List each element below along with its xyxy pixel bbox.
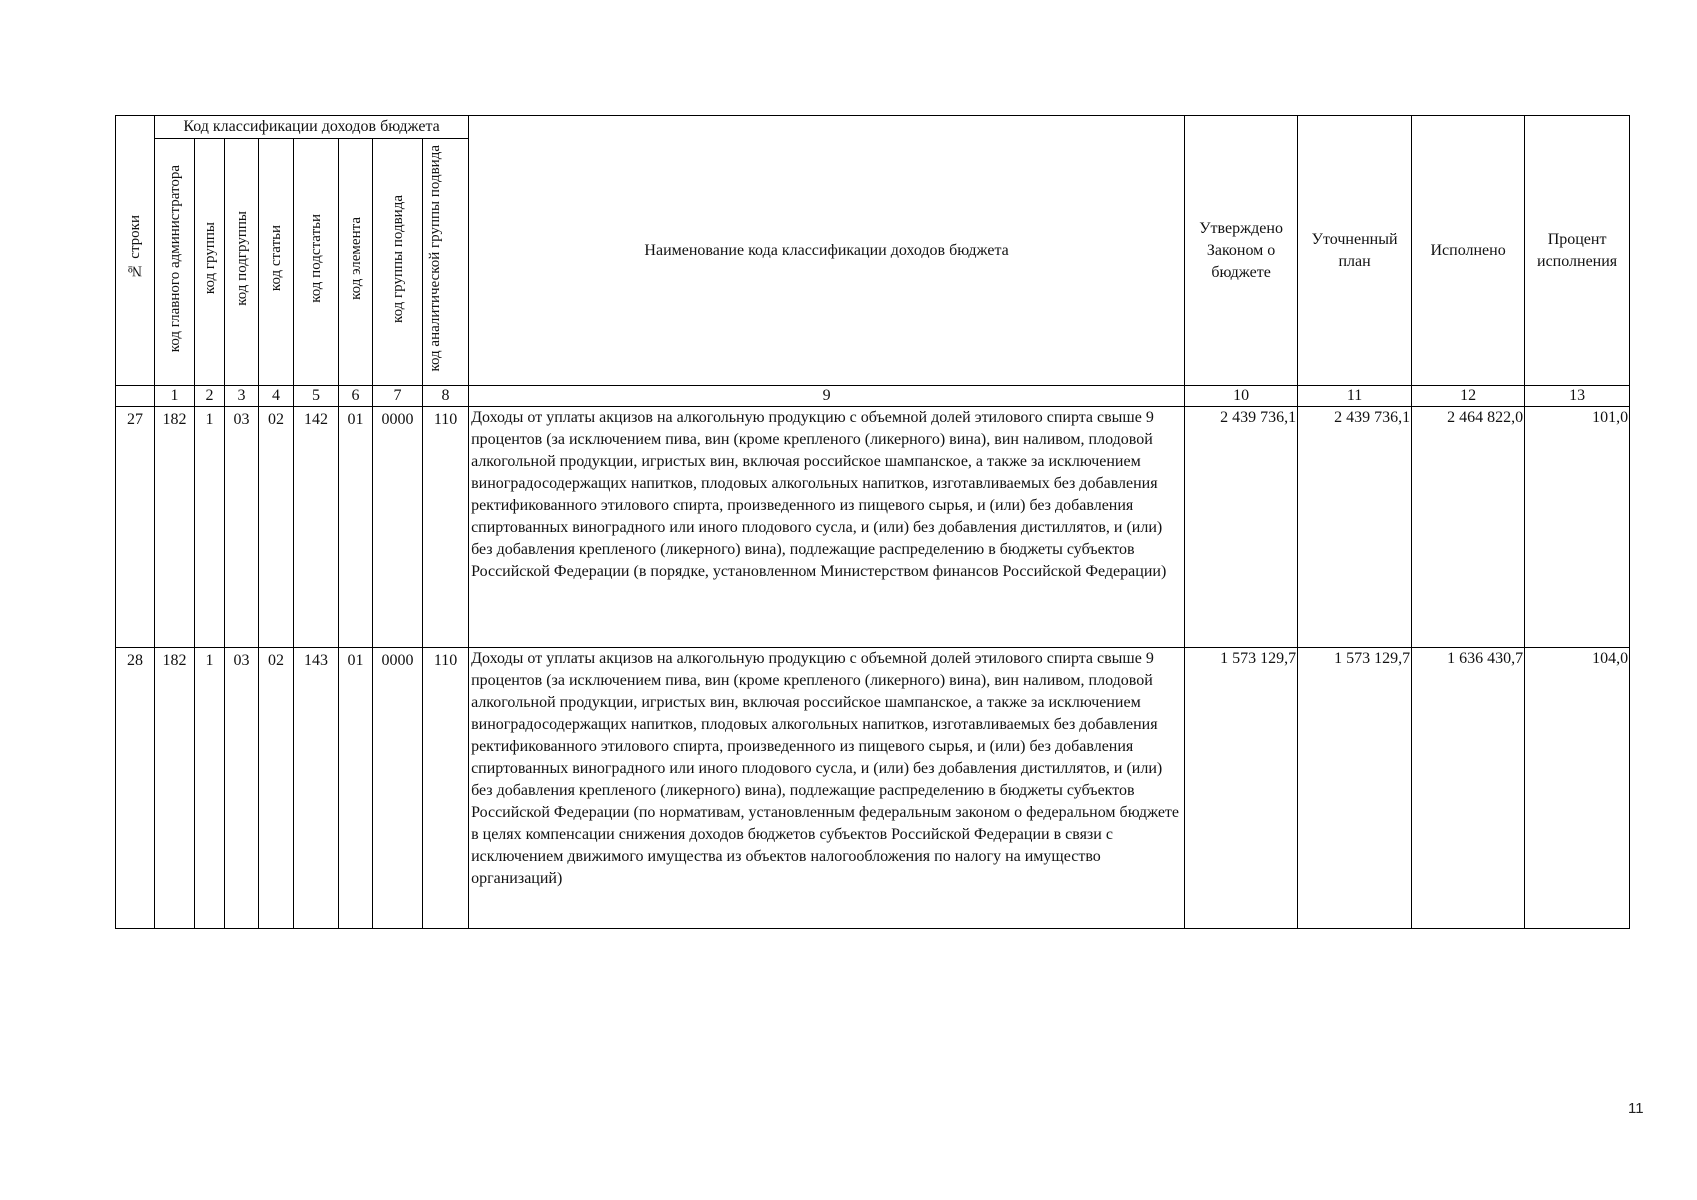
column-number xyxy=(116,386,155,407)
header-code-subarticle: код подстатьи xyxy=(294,139,339,386)
header-code-subtype-group: код группы подвида xyxy=(373,139,423,386)
page-number: 11 xyxy=(1628,1100,1644,1117)
executed-value: 1 636 430,7 xyxy=(1412,648,1525,929)
refined-plan-value: 2 439 736,1 xyxy=(1298,407,1412,648)
table-row xyxy=(116,648,1630,929)
header-name: Наименование кода классификации доходов бюджета xyxy=(469,116,1185,386)
code-admin: 182 xyxy=(155,648,195,929)
code-analytic-group: 110 xyxy=(423,407,469,648)
refined-plan-value: 1 573 129,7 xyxy=(1298,648,1412,929)
header-code-analytic-group: код аналитической группы подвида xyxy=(423,139,469,386)
header-code-element: код элемента xyxy=(339,139,373,386)
column-number: 6 xyxy=(339,386,373,407)
code-subgroup: 03 xyxy=(225,407,259,648)
column-number: 3 xyxy=(225,386,259,407)
code-article: 02 xyxy=(259,648,294,929)
header-refined-plan: Уточненный план xyxy=(1298,116,1412,386)
header-code-group: код группы xyxy=(195,139,225,386)
code-subarticle: 142 xyxy=(294,407,339,648)
column-number: 10 xyxy=(1185,386,1298,407)
header-code-subgroup: код подгруппы xyxy=(225,139,259,386)
code-subgroup: 03 xyxy=(225,648,259,929)
approved-value: 2 439 736,1 xyxy=(1185,407,1298,648)
header-executed: Исполнено xyxy=(1412,116,1525,386)
header-code-admin: код главного администратора xyxy=(155,139,195,386)
percent-value: 104,0 xyxy=(1525,648,1630,929)
column-number: 13 xyxy=(1525,386,1630,407)
header-code-article: код статьи xyxy=(259,139,294,386)
code-subarticle: 143 xyxy=(294,648,339,929)
column-number: 9 xyxy=(469,386,1185,407)
column-number: 8 xyxy=(423,386,469,407)
code-analytic-group: 110 xyxy=(423,648,469,929)
budget-revenue-table xyxy=(115,115,1630,929)
column-number: 4 xyxy=(259,386,294,407)
header-row-number-label: № строки xyxy=(127,215,143,279)
column-number: 5 xyxy=(294,386,339,407)
column-number: 1 xyxy=(155,386,195,407)
row-number: 27 xyxy=(116,407,155,648)
code-article: 02 xyxy=(259,407,294,648)
percent-value: 101,0 xyxy=(1525,407,1630,648)
column-numbers-row xyxy=(116,386,1630,407)
code-group: 1 xyxy=(195,648,225,929)
column-number: 11 xyxy=(1298,386,1412,407)
revenue-name: Доходы от уплаты акцизов на алкогольную продукцию с объемной долей этилового спирта свыше 9 процентов (за исключением пива, вин (кроме крепленого (ликерного) вина), вин наливом, плодовой алкогольной продукции, игристых вин, включая российское шампанское, а также за исключением виноградосодержащих напитков, плодовых алкогольных напитков, изготавливаемых без добавления ректификованного этилового спирта, произведенного из пищевого сырья, и (или) без добавления спиртованных виноградного или иного плодового сусла, и (или) без добавления дистиллятов, и (или) без добавления крепленого (ликерного) вина), подлежащие распределению в бюджеты субъектов Российской Федерации (по нормативам, установленным федеральным законом о федеральном бюджете в целях компенсации снижения доходов бюджетов субъектов Российской Федерации в связи с исключением движимого имущества из объектов налогообложения по налогу на имущество организаций) xyxy=(469,648,1185,929)
code-subtype-group: 0000 xyxy=(373,648,423,929)
code-subtype-group: 0000 xyxy=(373,407,423,648)
revenue-name: Доходы от уплаты акцизов на алкогольную продукцию с объемной долей этилового спирта свыше 9 процентов (за исключением пива, вин (кроме крепленого (ликерного) вина), вин наливом, плодовой алкогольной продукции, игристых вин, включая российское шампанское, а также за исключением виноградосодержащих напитков, плодовых алкогольных напитков, изготавливаемых без добавления ректификованного этилового спирта, произведенного из пищевого сырья, и (или) без добавления спиртованных виноградного или иного плодового сусла, и (или) без добавления дистиллятов, и (или) без добавления крепленого (ликерного) вина), подлежащие распределению в бюджеты субъектов Российской Федерации (в порядке, установленном Министерством финансов Российской Федерации) xyxy=(469,407,1185,648)
table-row xyxy=(116,407,1630,648)
code-admin: 182 xyxy=(155,407,195,648)
column-number: 12 xyxy=(1412,386,1525,407)
code-element: 01 xyxy=(339,407,373,648)
executed-value: 2 464 822,0 xyxy=(1412,407,1525,648)
column-number: 7 xyxy=(373,386,423,407)
code-group: 1 xyxy=(195,407,225,648)
code-element: 01 xyxy=(339,648,373,929)
approved-value: 1 573 129,7 xyxy=(1185,648,1298,929)
header-row-top xyxy=(116,116,1630,139)
row-number: 28 xyxy=(116,648,155,929)
column-number: 2 xyxy=(195,386,225,407)
header-percent: Процент исполнения xyxy=(1525,116,1630,386)
header-row-number xyxy=(116,116,155,386)
header-approved: Утверждено Законом о бюджете xyxy=(1185,116,1298,386)
header-classification-group: Код классификации доходов бюджета xyxy=(155,116,469,139)
